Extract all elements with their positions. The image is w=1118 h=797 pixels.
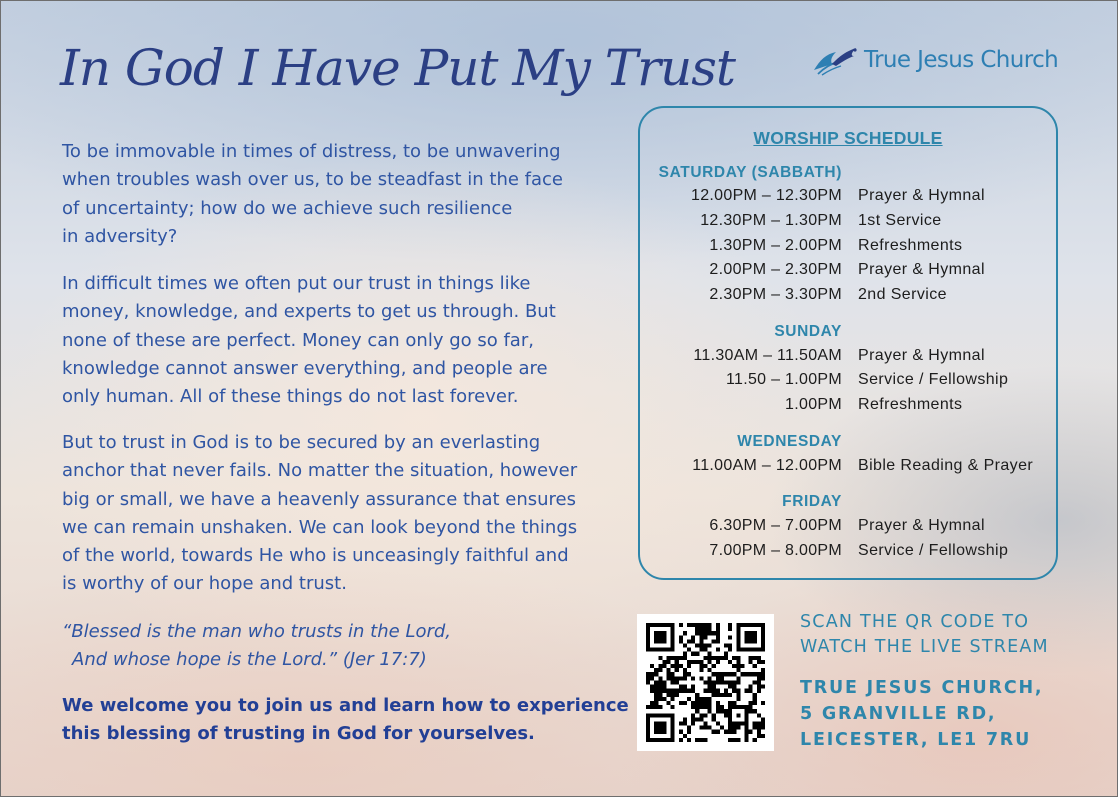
schedule-time: 7.00PM – 8.00PM (709, 542, 842, 559)
day-heading-saturday: SATURDAY (SABBATH) (658, 164, 842, 181)
schedule-activity: 2nd Service (858, 286, 947, 303)
schedule-time: 12.30PM – 1.30PM (700, 212, 842, 229)
text-line: in adversity? (62, 225, 178, 247)
address-line: 5 GRANVILLE RD, (800, 704, 997, 724)
schedule-row (640, 396, 1056, 420)
schedule-time: 2.30PM – 3.30PM (709, 286, 842, 303)
schedule-title: WORSHIP SCHEDULE (753, 128, 943, 148)
qr-code-icon (646, 623, 765, 742)
text-line: of uncertainty; how do we achieve such resilience (62, 197, 513, 219)
schedule-row (640, 237, 1056, 261)
schedule-row (640, 261, 1056, 285)
text-line: In difficult times we often put our trust in things like (62, 273, 531, 294)
text-line: money, knowledge, and experts to get us through. But (62, 301, 556, 323)
schedule-row (640, 187, 1056, 211)
schedule-activity: Prayer & Hymnal (858, 347, 985, 364)
text-line: SCAN THE QR CODE TO (800, 612, 1030, 632)
day-heading-sunday: SUNDAY (774, 323, 842, 340)
text-line: But to trust in God is to be secured by an everlasting (62, 432, 541, 453)
schedule-time: 1.30PM – 2.00PM (709, 237, 842, 254)
schedule-activity: 1st Service (858, 212, 942, 229)
day-heading-friday: FRIDAY (782, 493, 842, 510)
schedule-time: 11.50 – 1.00PM (726, 371, 842, 388)
schedule-time: 11.30AM – 11.50AM (693, 347, 842, 364)
scan-instructions (800, 610, 1049, 660)
paragraph-trust-in-god (62, 429, 602, 599)
schedule-activity: Prayer & Hymnal (858, 517, 985, 534)
schedule-activity: Service / Fellowship (858, 371, 1009, 388)
schedule-time: 12.00PM – 12.30PM (691, 187, 842, 204)
schedule-activity: Prayer & Hymnal (858, 261, 985, 278)
church-address (800, 675, 1043, 753)
text-line: WATCH THE LIVE STREAM (800, 637, 1049, 657)
welcome-message (62, 692, 629, 749)
schedule-activity: Refreshments (858, 396, 963, 413)
church-logo (810, 42, 1058, 78)
schedule-time: 6.30PM – 7.00PM (709, 517, 842, 534)
schedule-row (640, 347, 1056, 371)
schedule-activity: Prayer & Hymnal (858, 187, 985, 204)
quote-line: “Blessed is the man who trusts in the Lord, (62, 621, 452, 642)
schedule-row (640, 457, 1056, 481)
schedule-time: 11.00AM – 12.00PM (692, 457, 842, 474)
text-line: is worthy of our hope and trust. (62, 573, 347, 595)
text-line: We welcome you to join us and learn how to experience (62, 695, 629, 716)
schedule-activity: Refreshments (858, 237, 963, 254)
qr-code[interactable] (637, 614, 774, 751)
logo-text: True Jesus Church (864, 47, 1059, 73)
text-line: anchor that never fails. No matter the situation, however (62, 460, 578, 482)
text-line: this blessing of trusting in God for yourselves. (62, 723, 535, 745)
paragraph-difficult-times (62, 270, 602, 411)
address-line: TRUE JESUS CHURCH, (800, 678, 1044, 698)
page-title: In God I Have Put My Trust (60, 39, 735, 97)
bible-quote (62, 618, 582, 675)
text-line: big or small, we have a heavenly assurance that ensures (62, 488, 577, 510)
schedule-time: 2.00PM – 2.30PM (709, 261, 842, 278)
day-heading-wednesday: WEDNESDAY (737, 433, 842, 450)
text-line: when troubles wash over us, to be steadfast in the face (62, 169, 564, 191)
quote-line: And whose hope is the Lord.” (Jer 17:7) (72, 649, 427, 671)
text-line: only human. All of these things do not last forever. (62, 386, 519, 408)
schedule-row (640, 286, 1056, 310)
schedule-time: 1.00PM (785, 396, 842, 413)
schedule-activity: Bible Reading & Prayer (858, 457, 1034, 474)
schedule-row (640, 212, 1056, 236)
address-line: LEICESTER, LE1 7RU (800, 730, 1032, 750)
schedule-row (640, 542, 1056, 566)
text-line: knowledge cannot answer everything, and people are (62, 357, 548, 379)
text-line: we can remain unshaken. We can look beyond the things (62, 516, 578, 538)
text-line: To be immovable in times of distress, to be unwavering (62, 141, 561, 162)
text-line: of the world, towards He who is unceasingly faithful and (62, 545, 569, 567)
paragraph-intro (62, 138, 602, 251)
worship-schedule-box (638, 106, 1058, 580)
dove-icon (810, 44, 862, 76)
text-line: none of these are perfect. Money can only go so far, (62, 329, 534, 351)
schedule-row (640, 371, 1056, 395)
schedule-activity: Service / Fellowship (858, 542, 1009, 559)
schedule-row (640, 517, 1056, 541)
